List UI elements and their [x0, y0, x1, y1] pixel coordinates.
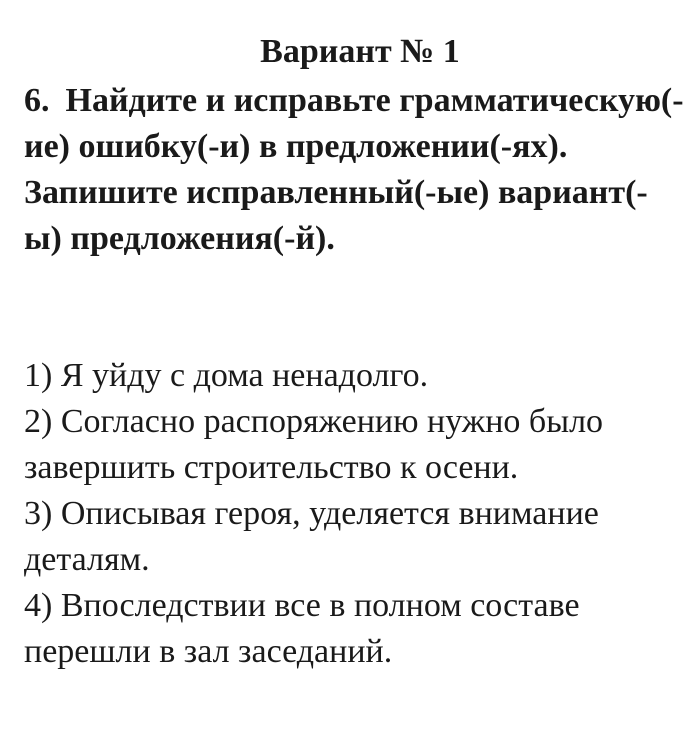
- task-instruction: [24, 78, 684, 262]
- variant-title: Вариант № 1: [260, 33, 460, 70]
- sentence-1: 1) Я уйду с дома ненадолго.: [24, 357, 429, 394]
- sentence-3: 3) Описывая героя, уделяется внимание деталям.: [24, 495, 599, 578]
- task-text: Найдите и исправьте грамматическую(-ие) ошибку(-и) в предложении(-ях). Запишите исправленный(-ые) вариант(-ы) предложения(-й).: [24, 82, 684, 257]
- sentence-2: 2) Согласно распоряжению нужно было завершить строительство к осени.: [24, 403, 604, 486]
- sentence-list: [24, 353, 684, 675]
- task-number: 6.: [24, 82, 50, 119]
- sentence-4: 4) Впоследствии все в полном составе перешли в зал заседаний.: [24, 587, 580, 670]
